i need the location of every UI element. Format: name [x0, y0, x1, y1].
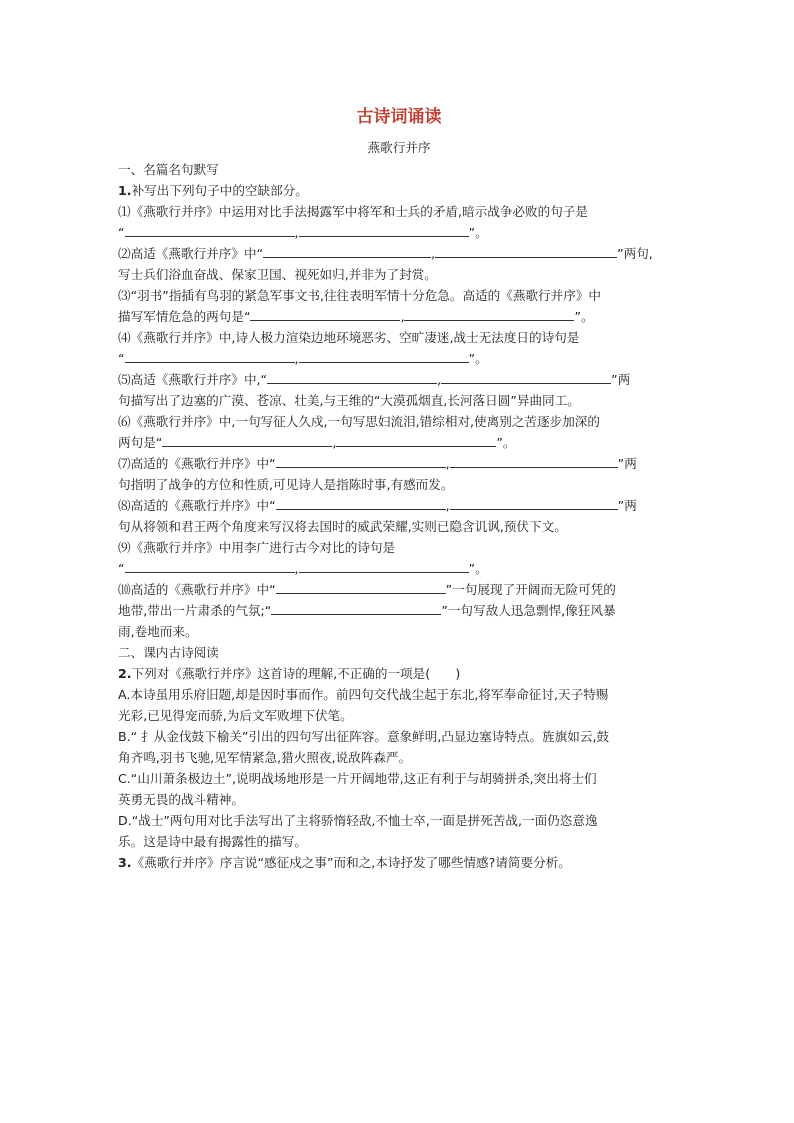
comma: ,: [294, 225, 299, 240]
answer-blank[interactable]: [263, 244, 431, 258]
answer-blank[interactable]: [125, 349, 295, 363]
item-8-text: 句从将领和君王两个角度来写汉将去国时的威武荣耀,实则已隐含讥讽,预伏下文。: [118, 519, 567, 534]
question-text: 下列对《燕歌行并序》这首诗的理解,不正确的一项是( ): [131, 666, 461, 681]
answer-blank[interactable]: [435, 244, 617, 258]
question-2: [118, 663, 680, 684]
quote-end: ”。: [468, 351, 488, 366]
quote-end: ”。: [574, 309, 594, 324]
option-d[interactable]: D.“战士”两句用对比手法写出了主将骄惰轻敌,不恤士卒,一面是拼死苦战,一面仍恣意逸: [118, 813, 598, 828]
comma: ,: [445, 456, 450, 471]
answer-blank[interactable]: [336, 433, 496, 447]
item-text: ⑻高适的《燕歌行并序》中“: [118, 498, 276, 513]
section-heading-2: 二、课内古诗阅读: [118, 645, 219, 660]
comma: ,: [332, 435, 337, 450]
item-2-blanks: [118, 243, 680, 264]
section-heading-1: 一、名篇名句默写: [118, 162, 219, 177]
item-1-blanks: [118, 222, 680, 243]
item-1-text: ⑴《燕歌行并序》中运用对比手法揭露军中将军和士兵的矛盾,暗示战争必败的句子是: [118, 204, 588, 219]
poem-title: 燕歌行并序: [367, 140, 431, 155]
comma: ,: [400, 309, 405, 324]
question-number: 1.: [118, 183, 132, 198]
item-7-blanks: [118, 453, 680, 474]
question-text: 《燕歌行并序》序言说“感征戍之事”而和之,本诗抒发了哪些情感?请简要分析。: [131, 855, 571, 870]
item-8-blanks: [118, 495, 680, 516]
question-3: [118, 852, 680, 873]
item-text: ”两: [611, 372, 631, 387]
option-a[interactable]: A.本诗虽用乐府旧题,却是因时事而作。前四句交代战尘起于东北,将军奉命征讨,天子特赐: [118, 687, 609, 702]
item-text: ⑵高适《燕歌行并序》中“: [118, 246, 264, 261]
answer-blank[interactable]: [276, 496, 446, 510]
option-a-cont: 光彩,已见得宠而骄,为后文军败埋下伏笔。: [118, 708, 353, 723]
item-text: ⑽高适的《燕歌行并序》中“: [118, 582, 276, 597]
question-number: 3.: [118, 855, 132, 870]
answer-blank[interactable]: [276, 580, 446, 594]
answer-blank[interactable]: [450, 454, 618, 468]
answer-blank[interactable]: [125, 223, 295, 237]
question-1: [118, 180, 680, 201]
quote: “: [118, 561, 125, 576]
item-text: ”两: [617, 498, 637, 513]
item-6-text: ⑹《燕歌行并序》中,一句写征人久戍,一句写思妇流泪,错综相对,使离别之苦逐步加深的: [118, 414, 600, 429]
answer-blank[interactable]: [299, 223, 469, 237]
comma: ,: [445, 498, 450, 513]
option-b-cont: 角齐鸣,羽书飞驰,见军情紧急,猎火照夜,说敌阵森严。: [118, 750, 412, 765]
quote-end: ”。: [468, 561, 488, 576]
quote: “: [118, 225, 125, 240]
item-2-text: 写士兵们浴血奋战、保家卫国、视死如归,并非为了封赏。: [118, 267, 437, 282]
item-text: ⑸高适《燕歌行并序》中,“: [118, 372, 268, 387]
question-number: 2.: [118, 666, 132, 681]
item-text: ⑺高适的《燕歌行并序》中“: [118, 456, 276, 471]
item-text: ”一句写敌人迅急剽悍,像狂风暴: [441, 603, 616, 618]
item-text: ”两句,: [617, 246, 653, 261]
item-9-blanks: [118, 558, 680, 579]
option-d-cont: 乐。这是诗中最有揭露性的描写。: [118, 834, 307, 849]
answer-blank[interactable]: [250, 307, 400, 321]
item-text: 地带,带出一片肃杀的气氛;“: [118, 603, 272, 618]
answer-blank[interactable]: [299, 349, 469, 363]
quote: “: [118, 351, 125, 366]
answer-blank[interactable]: [299, 559, 469, 573]
item-text: ”一句展现了开阔而无险可凭的: [445, 582, 616, 597]
worksheet: [118, 104, 680, 873]
comma: ,: [294, 561, 299, 576]
answer-blank[interactable]: [441, 370, 611, 384]
answer-blank[interactable]: [125, 559, 295, 573]
item-3-text: ⑶“羽书”指插有鸟羽的紧急军事文书,往往表明军情十分危急。高适的《燕歌行并序》中: [118, 288, 602, 303]
item-10-text: 雨,卷地而来。: [118, 624, 198, 639]
comma: ,: [431, 246, 436, 261]
quote-end: ”。: [496, 435, 516, 450]
item-5-text: 句描写出了边塞的广漠、苍凉、壮美,与王维的“大漠孤烟直,长河落日圆”异曲同工。: [118, 393, 580, 408]
item-text: 描写军情危急的两句是“: [118, 309, 251, 324]
item-7-text: 句指明了战争的方位和性质,可见诗人是指陈时事,有感而发。: [118, 477, 454, 492]
item-4-text: ⑷《燕歌行并序》中,诗人极力渲染边地环境恶劣、空旷凄迷,战士无法度日的诗句是: [118, 330, 580, 345]
option-b[interactable]: B.“ 扌从金伐鼓下榆关”引出的四句写出征阵容。意象鲜明,凸显边塞诗特点。旌旗如云,鼓: [118, 729, 610, 744]
answer-blank[interactable]: [162, 433, 332, 447]
item-6-blanks: [118, 432, 680, 453]
item-3-blanks: [118, 306, 680, 327]
answer-blank[interactable]: [276, 454, 446, 468]
question-text: 补写出下列句子中的空缺部分。: [131, 183, 308, 198]
item-text: 两句是“: [118, 435, 163, 450]
comma: ,: [437, 372, 442, 387]
item-5-blanks: [118, 369, 680, 390]
quote-end: ”。: [468, 225, 488, 240]
answer-blank[interactable]: [267, 370, 437, 384]
answer-blank[interactable]: [271, 601, 441, 615]
option-c-cont: 英勇无畏的战斗精神。: [118, 792, 244, 807]
option-c[interactable]: C.“山川萧条极边土”,说明战场地形是一片开阔地带,这正有利于与胡骑拼杀,突出将士们: [118, 771, 597, 786]
answer-blank[interactable]: [404, 307, 574, 321]
item-9-text: ⑼《燕歌行并序》中用李广进行古今对比的诗句是: [118, 540, 396, 555]
page-title: 古诗词诵读: [356, 107, 442, 127]
item-10-line-2: [118, 600, 680, 621]
item-10-line-1: [118, 579, 680, 600]
comma: ,: [294, 351, 299, 366]
item-4-blanks: [118, 348, 680, 369]
answer-blank[interactable]: [450, 496, 618, 510]
item-text: ”两: [617, 456, 637, 471]
